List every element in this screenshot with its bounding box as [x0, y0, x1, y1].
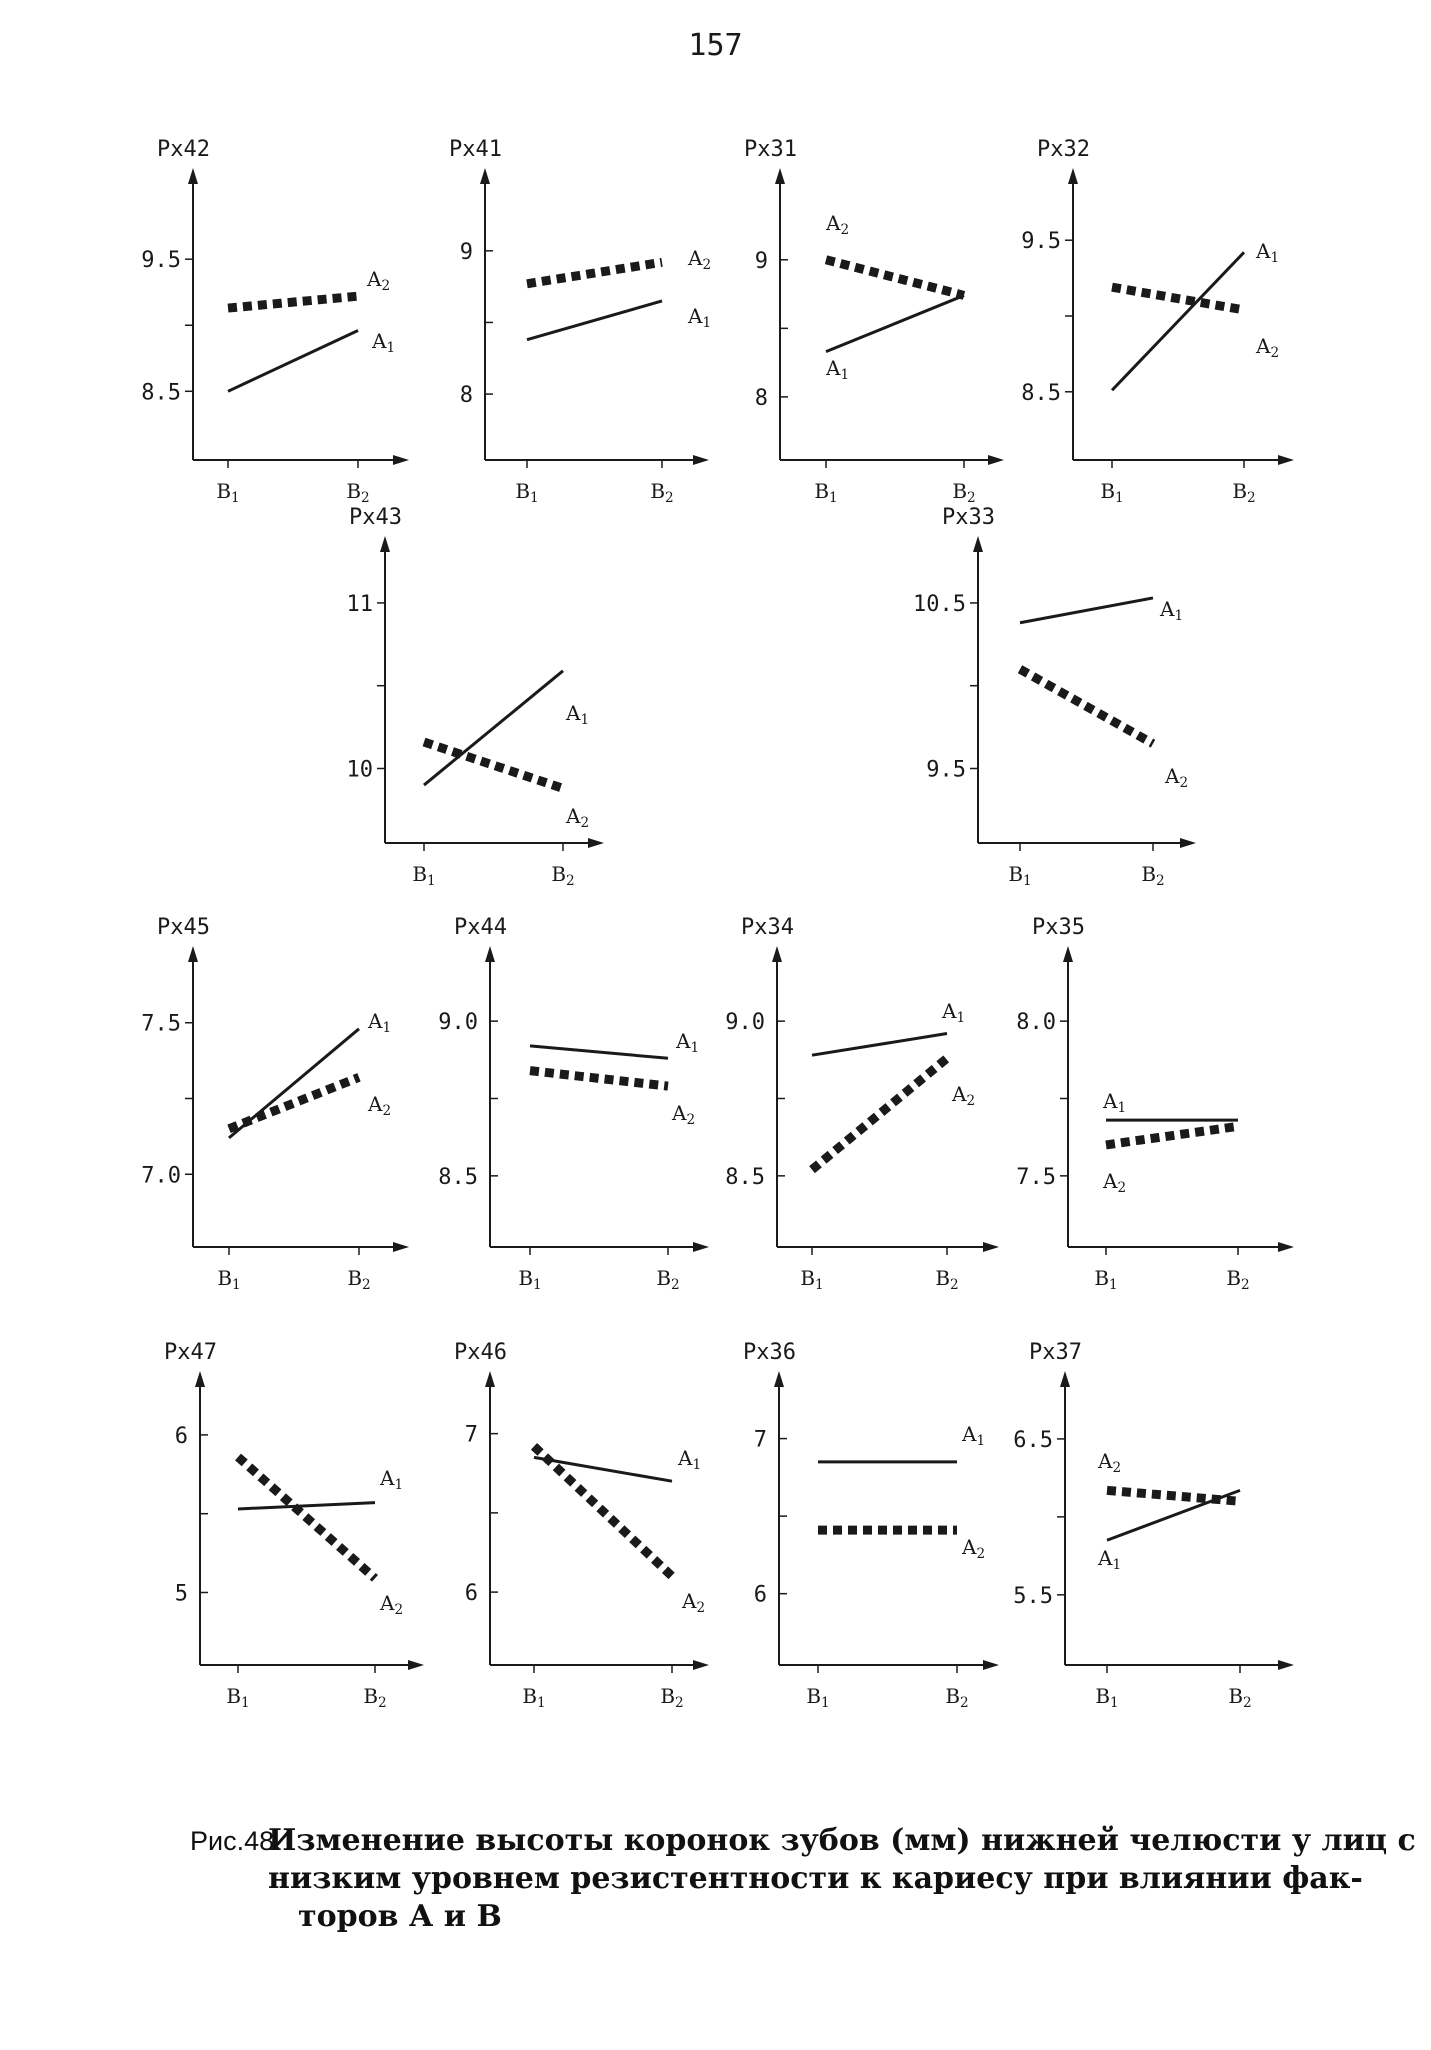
px35-ytick-label-0: 8.0	[1016, 1010, 1056, 1036]
px31-ytick-label-0: 9	[754, 248, 768, 274]
px34-legend-a1: $A_1$	[942, 999, 966, 1026]
px47-ytick-label-0: 6	[174, 1423, 188, 1449]
px43-series-a1	[424, 671, 563, 785]
px47-series-a1	[238, 1503, 375, 1509]
px42-ytick-label-1: 8.5	[141, 380, 181, 406]
px33-legend-a1: $A_1$	[1160, 597, 1184, 624]
px45-ytick-label-0: 7.5	[141, 1011, 181, 1037]
px43-xtick-label-0: $B_1$	[412, 862, 436, 889]
px34-xtick-label-1: $B_2$	[935, 1266, 959, 1293]
px37-legend-a2: $A_2$	[1098, 1449, 1122, 1476]
px47-xtick-label-0: $B_1$	[226, 1684, 250, 1711]
px31-ytick-label-1: 8	[754, 385, 768, 411]
px47-ytick-label-1: 5	[174, 1581, 188, 1607]
px47-x-arrow	[408, 1660, 424, 1670]
px33-ytick-label-0: 10.5	[913, 591, 966, 617]
px43-legend-a2: $A_2$	[566, 804, 590, 831]
px45-xtick-label-0: $B_1$	[217, 1266, 241, 1293]
px44-xtick-label-1: $B_2$	[656, 1266, 680, 1293]
px42-legend-a1: $A_1$	[372, 329, 396, 356]
px44-y-arrow	[485, 946, 495, 962]
px41-ytick-label-0: 9	[459, 239, 473, 265]
px32-legend-a1: $A_1$	[1256, 239, 1280, 266]
px41-ytick-label-1: 8	[459, 383, 473, 409]
px32-xtick-label-1: $B_2$	[1232, 479, 1256, 506]
px43-title: Px43	[349, 505, 402, 530]
px43-x-arrow	[588, 838, 604, 848]
px41-xtick-label-1: $B_2$	[650, 479, 674, 506]
px41-x-arrow	[693, 455, 709, 465]
caption-line-2: низким уровнем резистентности к кариесу при влиянии фак-	[268, 1861, 1363, 1896]
px31-series-a2	[826, 260, 964, 296]
px42-series-a2	[228, 296, 358, 308]
px46-series-a2	[534, 1446, 672, 1576]
px37-series-a2	[1107, 1490, 1240, 1501]
px32-ytick-label-0: 9.5	[1021, 229, 1061, 255]
px32-xtick-label-0: $B_1$	[1100, 479, 1124, 506]
px31-series-a1	[826, 295, 964, 351]
px36-ytick-label-0: 7	[753, 1427, 767, 1453]
px42-x-arrow	[393, 455, 409, 465]
px44-legend-a2: $A_2$	[672, 1101, 696, 1128]
caption-line-1: Изменение высоты коронок зубов (мм) нижней челюсти у лиц с	[268, 1823, 1416, 1858]
px43-xtick-label-1: $B_2$	[551, 862, 575, 889]
px35-y-arrow	[1063, 946, 1073, 962]
px37-x-arrow	[1278, 1660, 1294, 1670]
px43-series-a2	[424, 742, 563, 788]
px43-y-arrow	[380, 536, 390, 552]
px41-xtick-label-0: $B_1$	[515, 479, 539, 506]
px33-series-a1	[1020, 598, 1153, 623]
px42-xtick-label-1: $B_2$	[346, 479, 370, 506]
px47-legend-a1: $A_1$	[380, 1466, 404, 1493]
caption-label: Рис.48.	[190, 1826, 282, 1856]
px42-legend-a2: $A_2$	[367, 267, 391, 294]
px33-xtick-label-1: $B_2$	[1141, 862, 1165, 889]
px31-legend-a2: $A_2$	[826, 211, 850, 238]
px45-x-arrow	[393, 1242, 409, 1252]
px34-xtick-label-0: $B_1$	[800, 1266, 824, 1293]
px31-xtick-label-1: $B_2$	[952, 479, 976, 506]
px46-x-arrow	[693, 1660, 709, 1670]
px31-legend-a1: $A_1$	[826, 356, 850, 383]
px45-legend-a1: $A_1$	[368, 1009, 392, 1036]
px34-y-arrow	[772, 946, 782, 962]
px33-legend-a2: $A_2$	[1165, 764, 1189, 791]
px35-title: Px35	[1032, 915, 1085, 940]
px42-xtick-label-0: $B_1$	[216, 479, 240, 506]
px36-x-arrow	[983, 1660, 999, 1670]
px34-legend-a2: $A_2$	[952, 1082, 976, 1109]
px46-xtick-label-1: $B_2$	[660, 1684, 684, 1711]
px36-ytick-label-1: 6	[753, 1582, 767, 1608]
px33-title: Px33	[942, 505, 995, 530]
page-number: 157	[688, 28, 743, 63]
px37-legend-a1: $A_1$	[1098, 1546, 1122, 1573]
px44-title: Px44	[454, 915, 507, 940]
px45-ytick-label-1: 7.0	[141, 1163, 181, 1189]
px44-ytick-label-0: 9.0	[438, 1010, 478, 1036]
px44-xtick-label-0: $B_1$	[518, 1266, 542, 1293]
px35-legend-a2: $A_2$	[1103, 1169, 1127, 1196]
px35-legend-a1: $A_1$	[1103, 1089, 1127, 1116]
px36-xtick-label-1: $B_2$	[945, 1684, 969, 1711]
px37-ytick-label-1: 5.5	[1013, 1583, 1053, 1609]
px33-xtick-label-0: $B_1$	[1008, 862, 1032, 889]
px32-legend-a2: $A_2$	[1256, 334, 1280, 361]
px46-title: Px46	[454, 1340, 507, 1365]
px44-x-arrow	[693, 1242, 709, 1252]
px43-ytick-label-1: 10	[346, 757, 373, 783]
caption-text	[268, 1822, 1416, 1936]
px41-legend-a1: $A_1$	[688, 304, 712, 331]
px44-legend-a1: $A_1$	[676, 1029, 700, 1056]
px34-title: Px34	[741, 915, 794, 940]
px45-y-arrow	[188, 946, 198, 962]
px35-xtick-label-1: $B_2$	[1226, 1266, 1250, 1293]
caption-line-3: торов А и В	[298, 1899, 502, 1934]
px33-y-arrow	[973, 536, 983, 552]
px42-series-a1	[228, 331, 358, 392]
px34-ytick-label-0: 9.0	[725, 1010, 765, 1036]
px31-xtick-label-0: $B_1$	[814, 479, 838, 506]
px32-series-a1	[1112, 252, 1244, 390]
px41-series-a1	[527, 301, 662, 340]
px46-ytick-label-1: 6	[464, 1581, 478, 1607]
px47-series-a2	[238, 1457, 375, 1578]
px42-ytick-label-0: 9.5	[141, 248, 181, 274]
px35-series-a2	[1106, 1126, 1238, 1145]
px36-xtick-label-0: $B_1$	[806, 1684, 830, 1711]
px41-legend-a2: $A_2$	[688, 246, 712, 273]
px44-series-a1	[530, 1046, 668, 1058]
px47-title: Px47	[164, 1340, 217, 1365]
px37-ytick-label-0: 6.5	[1013, 1427, 1053, 1453]
px46-legend-a2: $A_2$	[682, 1589, 706, 1616]
px37-y-arrow	[1060, 1371, 1070, 1387]
px31-title: Px31	[744, 137, 797, 162]
px41-y-arrow	[480, 168, 490, 184]
px32-title: Px32	[1037, 137, 1090, 162]
px36-legend-a2: $A_2$	[962, 1535, 986, 1562]
px44-series-a2	[530, 1071, 668, 1086]
px43-ytick-label-0: 11	[346, 591, 373, 617]
px47-xtick-label-1: $B_2$	[363, 1684, 387, 1711]
px46-legend-a1: $A_1$	[678, 1446, 702, 1473]
px34-x-arrow	[983, 1242, 999, 1252]
px35-ytick-label-1: 7.5	[1016, 1164, 1056, 1190]
px41-series-a2	[527, 262, 662, 283]
px45-title: Px45	[157, 915, 210, 940]
px33-series-a2	[1020, 669, 1153, 744]
px33-x-arrow	[1180, 838, 1196, 848]
px37-title: Px37	[1029, 1340, 1082, 1365]
px46-y-arrow	[485, 1371, 495, 1387]
px47-legend-a2: $A_2$	[380, 1591, 404, 1618]
px41-title: Px41	[449, 137, 502, 162]
px47-y-arrow	[195, 1371, 205, 1387]
px36-y-arrow	[774, 1371, 784, 1387]
px43-legend-a1: $A_1$	[566, 701, 590, 728]
px34-ytick-label-1: 8.5	[725, 1164, 765, 1190]
px32-x-arrow	[1278, 455, 1294, 465]
px45-xtick-label-1: $B_2$	[347, 1266, 371, 1293]
px32-ytick-label-1: 8.5	[1021, 380, 1061, 406]
px34-series-a1	[812, 1034, 947, 1056]
px44-ytick-label-1: 8.5	[438, 1164, 478, 1190]
px31-y-arrow	[775, 168, 785, 184]
px46-xtick-label-0: $B_1$	[522, 1684, 546, 1711]
px36-title: Px36	[743, 1340, 796, 1365]
px37-xtick-label-1: $B_2$	[1228, 1684, 1252, 1711]
px36-legend-a1: $A_1$	[962, 1422, 986, 1449]
px34-series-a2	[812, 1058, 947, 1169]
px35-x-arrow	[1278, 1242, 1294, 1252]
px32-series-a2	[1112, 287, 1244, 310]
px45-legend-a2: $A_2$	[368, 1092, 392, 1119]
px42-y-arrow	[188, 168, 198, 184]
px32-y-arrow	[1068, 168, 1078, 184]
px33-ytick-label-1: 9.5	[926, 757, 966, 783]
px31-x-arrow	[988, 455, 1004, 465]
px37-xtick-label-0: $B_1$	[1095, 1684, 1119, 1711]
px35-xtick-label-0: $B_1$	[1094, 1266, 1118, 1293]
px46-ytick-label-0: 7	[464, 1422, 478, 1448]
px42-title: Px42	[157, 137, 210, 162]
